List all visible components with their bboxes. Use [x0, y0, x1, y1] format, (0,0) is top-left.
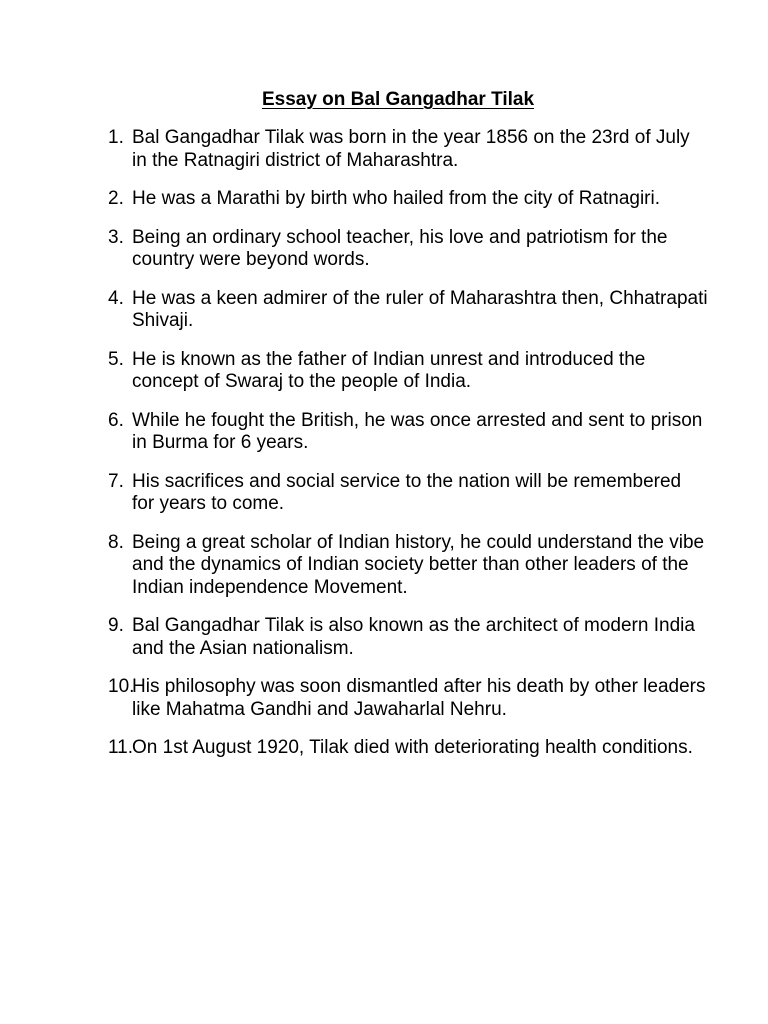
- list-item-number: 9.: [108, 615, 124, 636]
- list-item: [108, 676, 708, 721]
- list-item: [108, 471, 708, 516]
- list-item: [108, 349, 708, 394]
- list-item-text: On 1st August 1920, Tilak died with deteriorating health conditions.: [132, 737, 693, 758]
- list-item-number: 11.: [108, 737, 134, 758]
- list-item: [108, 410, 708, 455]
- list-item-text: While he fought the British, he was once arrested and sent to prison in Burma for 6 years.: [132, 409, 703, 453]
- list-item-number: 4.: [108, 287, 124, 309]
- list-item-number: 5.: [108, 348, 124, 370]
- list-item-number: 10.: [108, 676, 135, 697]
- list-item-text: He was a keen admirer of the ruler of Maharashtra then, Chhatrapati Shivaji.: [132, 287, 708, 331]
- list-item-number: 7.: [108, 470, 124, 492]
- list-item: [108, 737, 708, 760]
- essay-list: [108, 127, 708, 776]
- list-item-number: 6.: [108, 409, 124, 431]
- list-item-text: Bal Gangadhar Tilak was born in the year 1856 on the 23rd of July in the Ratnagiri district of Maharashtra.: [132, 127, 690, 171]
- list-item-text: He was a Marathi by birth who hailed from the city of Ratnagiri.: [132, 188, 661, 209]
- list-item-text: Being a great scholar of Indian history, he could understand the vibe and the dynamics of Indian society better than other leaders of the Indian independence Movement.: [132, 531, 705, 598]
- list-item: [108, 188, 708, 211]
- list-item-text: He is known as the father of Indian unrest and introduced the concept of Swaraj to the people of India.: [132, 348, 646, 392]
- list-item: [108, 288, 708, 333]
- list-item: [108, 227, 708, 272]
- list-item: [108, 532, 708, 600]
- list-item-text: Bal Gangadhar Tilak is also known as the architect of modern India and the Asian nationalism.: [132, 615, 695, 659]
- list-item-number: 2.: [108, 188, 124, 209]
- list-item-text: His philosophy was soon dismantled after his death by other leaders like Mahatma Gandhi and Jawaharlal Nehru.: [132, 676, 706, 720]
- list-item-number: 8.: [108, 531, 124, 553]
- document-title: Essay on Bal Gangadhar Tilak: [261, 89, 535, 110]
- list-item-text: His sacrifices and social service to the nation will be remembered for years to come.: [132, 470, 682, 514]
- list-item-number: 3.: [108, 226, 124, 248]
- list-item-number: 1.: [108, 127, 124, 148]
- list-item: [108, 127, 708, 172]
- list-item-text: Being an ordinary school teacher, his love and patriotism for the country were beyond words.: [132, 226, 668, 270]
- list-item: [108, 615, 708, 660]
